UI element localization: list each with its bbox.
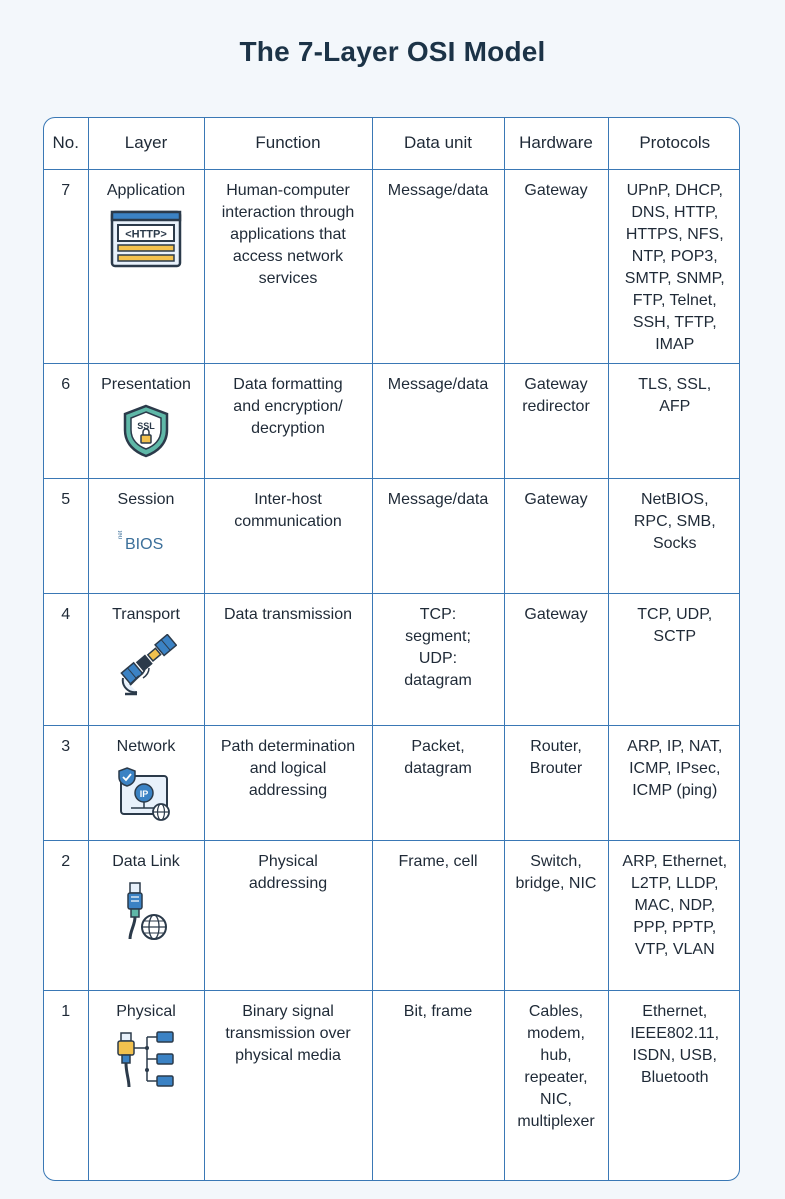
function-text: Binary signal transmission over physical media bbox=[225, 1002, 351, 1064]
hardware-cell bbox=[504, 363, 608, 478]
ethernet-globe-icon bbox=[122, 881, 170, 943]
http-icon-text: <HTTP> bbox=[125, 228, 167, 240]
layer-name: Network bbox=[116, 737, 176, 755]
data-unit-cell bbox=[372, 169, 504, 363]
layer-name-cell bbox=[88, 990, 204, 1181]
layer-number: 1 bbox=[44, 990, 88, 1181]
header-data-unit: Data unit bbox=[372, 118, 504, 169]
protocols-cell bbox=[608, 840, 740, 990]
table-row bbox=[44, 363, 740, 478]
ip-network-icon bbox=[117, 766, 175, 822]
protocols-text: UPnP, DHCP, DNS, HTTP, HTTPS, NFS, NTP, POP3, SMTP, SNMP, FTP, Telnet, SSH, TFTP, IMAP bbox=[624, 181, 725, 353]
data-unit-cell bbox=[372, 840, 504, 990]
table-header-row bbox=[44, 118, 740, 169]
table-row bbox=[44, 990, 740, 1181]
protocols-text: NetBIOS, RPC, SMB, Socks bbox=[633, 490, 716, 552]
function-text: Inter-host communication bbox=[234, 490, 342, 530]
layer-name-cell bbox=[88, 840, 204, 990]
ssl-shield-icon bbox=[121, 404, 171, 458]
protocols-cell bbox=[608, 725, 740, 840]
osi-table bbox=[43, 117, 740, 1181]
layer-name: Data Link bbox=[112, 852, 180, 870]
hardware-text: Gateway redirector bbox=[522, 375, 590, 415]
hardware-text: Gateway bbox=[524, 605, 588, 623]
data-unit-cell bbox=[372, 990, 504, 1181]
function-cell bbox=[204, 725, 372, 840]
data-unit-cell bbox=[372, 725, 504, 840]
hardware-cell bbox=[504, 725, 608, 840]
hardware-cell bbox=[504, 593, 608, 725]
hardware-cell bbox=[504, 478, 608, 593]
function-text: Path determination and logical addressing bbox=[220, 737, 356, 799]
netbios-text: BIOS bbox=[125, 535, 164, 553]
data-unit-text: Message/data bbox=[387, 375, 489, 393]
data-unit-text: Bit, frame bbox=[403, 1002, 473, 1020]
header-hardware: Hardware bbox=[504, 118, 608, 169]
layer-name-cell bbox=[88, 169, 204, 363]
layer-number: 5 bbox=[44, 478, 88, 593]
hardware-text: Switch, bridge, NIC bbox=[515, 852, 597, 892]
protocols-text: Ethernet, IEEE802.11, ISDN, USB, Bluetooth bbox=[630, 1002, 720, 1086]
function-cell bbox=[204, 990, 372, 1181]
hardware-cell bbox=[504, 169, 608, 363]
header-layer: Layer bbox=[88, 118, 204, 169]
layer-name: Transport bbox=[112, 605, 180, 623]
data-unit-text: Message/data bbox=[387, 490, 489, 508]
data-unit-text: TCP: segment; UDP: datagram bbox=[404, 605, 472, 689]
layer-number: 7 bbox=[44, 169, 88, 363]
hardware-text: Gateway bbox=[524, 490, 588, 508]
cable-hub-icon bbox=[115, 1031, 177, 1089]
data-unit-cell bbox=[372, 478, 504, 593]
function-text: Data transmission bbox=[223, 605, 353, 623]
protocols-text: TCP, UDP, SCTP bbox=[637, 605, 713, 645]
ip-icon-text: IP bbox=[139, 788, 149, 799]
hardware-cell bbox=[504, 840, 608, 990]
function-cell bbox=[204, 593, 372, 725]
protocols-cell bbox=[608, 169, 740, 363]
function-cell bbox=[204, 169, 372, 363]
layer-name-cell bbox=[88, 593, 204, 725]
table-row bbox=[44, 478, 740, 593]
layer-name: Presentation bbox=[101, 375, 191, 393]
hardware-text: Router, Brouter bbox=[529, 737, 583, 777]
data-unit-text: Message/data bbox=[387, 181, 489, 199]
layer-name-cell bbox=[88, 725, 204, 840]
layer-number: 2 bbox=[44, 840, 88, 990]
table-row bbox=[44, 169, 740, 363]
function-cell bbox=[204, 363, 372, 478]
protocols-cell bbox=[608, 363, 740, 478]
protocols-text: TLS, SSL, AFP bbox=[638, 375, 712, 415]
protocols-text: ARP, IP, NAT, ICMP, IPsec, ICMP (ping) bbox=[627, 737, 723, 799]
layer-name-cell bbox=[88, 363, 204, 478]
http-window-icon bbox=[110, 210, 182, 268]
function-cell bbox=[204, 478, 372, 593]
layer-number: 3 bbox=[44, 725, 88, 840]
netbios-net-text: net bbox=[118, 530, 124, 539]
ssl-icon-text: SSL bbox=[137, 420, 155, 431]
data-unit-text: Packet, datagram bbox=[404, 737, 472, 777]
header-function: Function bbox=[204, 118, 372, 169]
function-text: Human-computer interaction through applications that access network services bbox=[221, 181, 355, 287]
data-unit-cell bbox=[372, 593, 504, 725]
protocols-cell bbox=[608, 990, 740, 1181]
hardware-text: Gateway bbox=[524, 181, 588, 199]
header-protocols: Protocols bbox=[608, 118, 740, 169]
data-unit-text: Frame, cell bbox=[398, 852, 478, 870]
protocols-text: ARP, Ethernet, L2TP, LLDP, MAC, NDP, PPP, PPTP, VTP, VLAN bbox=[622, 852, 728, 958]
table-row bbox=[44, 593, 740, 725]
function-text: Data formatting and encryption/ decryption bbox=[233, 375, 343, 437]
layer-name: Physical bbox=[116, 1002, 176, 1020]
layer-name: Application bbox=[106, 181, 186, 199]
page-title: The 7-Layer OSI Model bbox=[239, 36, 546, 67]
header-no: No. bbox=[44, 118, 88, 169]
hardware-cell bbox=[504, 990, 608, 1181]
protocols-cell bbox=[608, 593, 740, 725]
protocols-cell bbox=[608, 478, 740, 593]
function-cell bbox=[204, 840, 372, 990]
function-text: Physical addressing bbox=[248, 852, 328, 892]
netbios-logo-icon bbox=[118, 519, 174, 563]
table-row bbox=[44, 840, 740, 990]
layer-name: Session bbox=[117, 490, 175, 508]
layer-name-cell bbox=[88, 478, 204, 593]
table-row bbox=[44, 725, 740, 840]
layer-number: 6 bbox=[44, 363, 88, 478]
data-unit-cell bbox=[372, 363, 504, 478]
hardware-text: Cables, modem, hub, repeater, NIC, multiplexer bbox=[517, 1002, 595, 1130]
layer-number: 4 bbox=[44, 593, 88, 725]
satellite-dish-icon bbox=[115, 634, 177, 696]
